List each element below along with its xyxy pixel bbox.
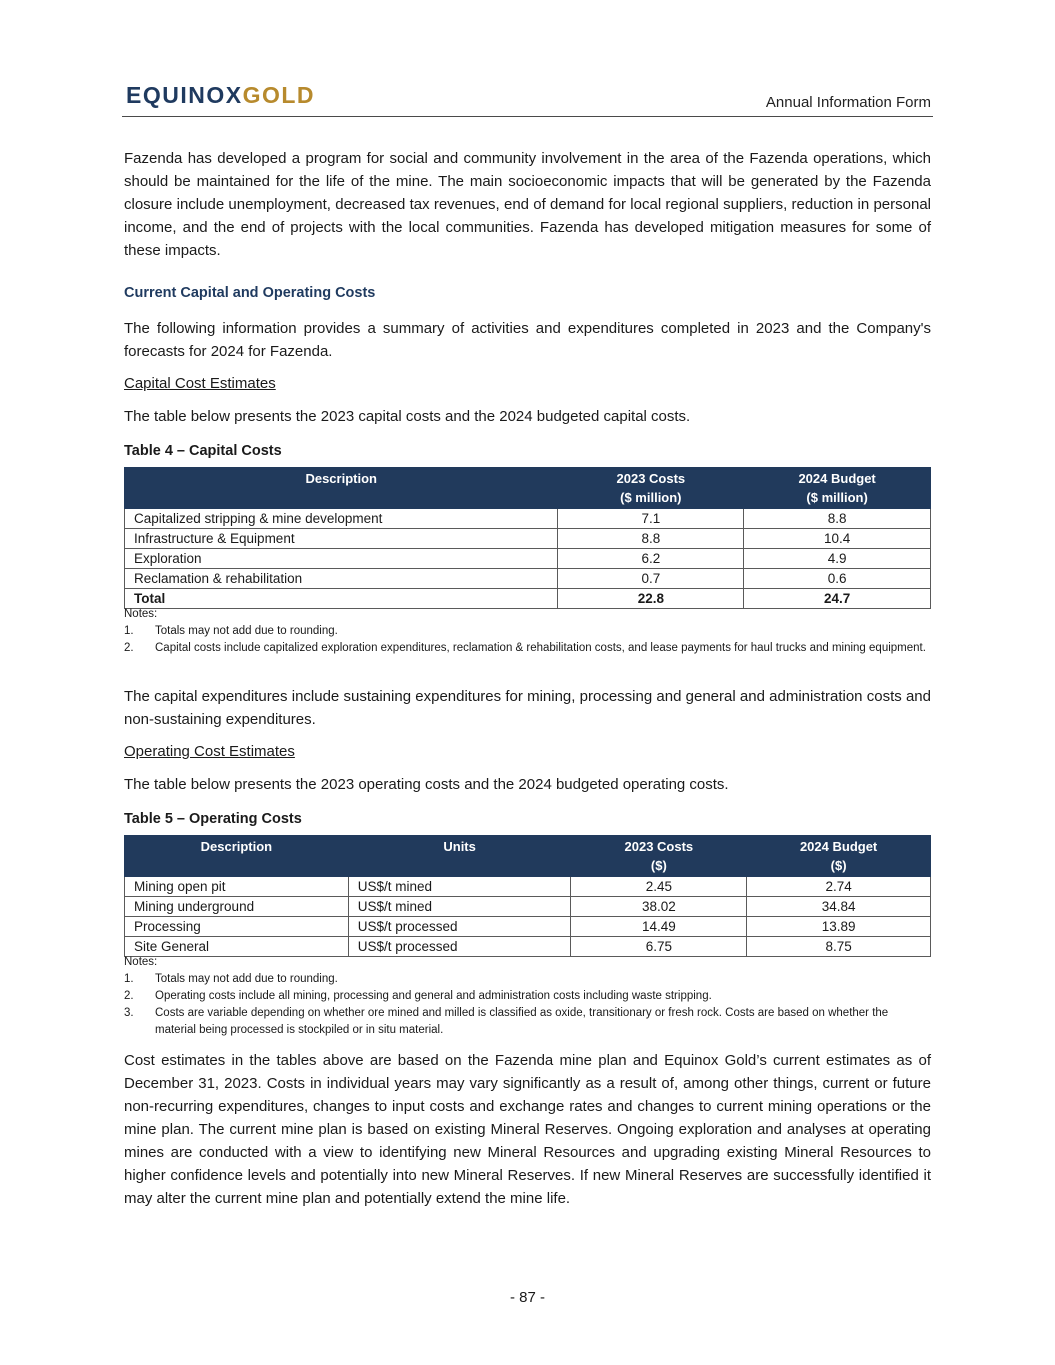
operating-cost-subheading: Operating Cost Estimates <box>124 743 295 760</box>
cell-units: US$/t mined <box>348 897 571 917</box>
table-row <box>125 897 931 917</box>
column-header-2024-budget: 2024 Budget ($) <box>747 836 931 877</box>
note-text: Totals may not add due to rounding. <box>155 973 338 985</box>
cell-description: Exploration <box>125 549 558 569</box>
section-heading: Current Capital and Operating Costs <box>124 285 376 301</box>
note-item <box>124 988 931 1005</box>
summary-paragraph: The following information provides a summary of activities and expenditures completed in 2023 and the Company's forecasts for 2024 for Fazenda. <box>124 320 931 360</box>
operating-table-title: Table 5 – Operating Costs <box>124 811 302 827</box>
note-text: Totals may not add due to rounding. <box>155 625 338 637</box>
note-text: Operating costs include all mining, processing and general and administration costs including waste stripping. <box>155 990 712 1002</box>
table-header-row <box>125 468 931 509</box>
equinox-gold-logo <box>126 82 315 109</box>
note-item <box>124 640 931 657</box>
note-text: Capital costs include capitalized exploration expenditures, reclamation & rehabilitation costs, and lease payments for haul trucks and mining equipment. <box>155 642 926 654</box>
table-header-row <box>125 836 931 877</box>
cell-units: US$/t mined <box>348 877 571 897</box>
cell-2023: 8.8 <box>558 529 744 549</box>
cell-2024: 8.75 <box>747 937 931 957</box>
capital-table-title: Table 4 – Capital Costs <box>124 443 282 459</box>
operating-costs-table <box>124 835 931 957</box>
table-row <box>125 549 931 569</box>
cell-2024: 13.89 <box>747 917 931 937</box>
cell-2024: 10.4 <box>744 529 931 549</box>
logo-text-gold: GOLD <box>242 82 316 108</box>
cell-2023: 14.49 <box>571 917 747 937</box>
column-header-description: Description <box>125 468 558 509</box>
cell-description: Reclamation & rehabilitation <box>125 569 558 589</box>
table-row <box>125 529 931 549</box>
cell-2023: 22.8 <box>558 589 744 609</box>
capital-cost-subheading: Capital Cost Estimates <box>124 375 276 392</box>
column-header-units: Units <box>348 836 571 877</box>
note-number: 1. <box>124 625 134 637</box>
intro-paragraph: Fazenda has developed a program for social and community involvement in the area of the Fazenda operations, which should be maintained for the life of the mine. The main socioeconomic impacts that will be generated by the Fazenda closure include unemployment, decreased tax revenues, end of demand for local regional suppliers, reduction in personal income, and the end of projects with the local communities. Fazenda has developed mitigation measures for some of these impacts. <box>124 150 931 259</box>
cell-2024: 34.84 <box>747 897 931 917</box>
note-item <box>124 623 931 640</box>
cost-estimates-paragraph: Cost estimates in the tables above are based on the Fazenda mine plan and Equinox Gold’s current estimates as of December 31, 2023. Costs in individual years may vary significantly as a result of, among other things, current or future non-recurring expenditures, changes to input costs and exchange rates and changes to current mining operations or the mine plan. The current mine plan is based on existing Mineral Reserves. Ongoing exploration and analyses at operating mines are conducted with a view to identifying new Mineral Resources and upgrading existing Mineral Resources to higher confidence levels and potentially into new Mineral Reserves. If new Mineral Reserves are successfully identified it may alter the current mine plan and potentially extend the mine life. <box>124 1052 931 1207</box>
document-title: Annual Information Form <box>765 94 931 111</box>
cell-2023: 6.75 <box>571 937 747 957</box>
logo-text-equinox: EQUINOX <box>126 82 243 108</box>
cell-description: Total <box>125 589 558 609</box>
cell-description: Site General <box>125 937 349 957</box>
cell-2024: 0.6 <box>744 569 931 589</box>
note-number: 2. <box>124 990 134 1002</box>
cell-2024: 4.9 <box>744 549 931 569</box>
cell-description: Processing <box>125 917 349 937</box>
cell-units: US$/t processed <box>348 917 571 937</box>
cell-description: Infrastructure & Equipment <box>125 529 558 549</box>
cell-2024: 8.8 <box>744 509 931 529</box>
cell-2024: 24.7 <box>744 589 931 609</box>
capital-table-notes <box>124 606 931 657</box>
cell-2023: 38.02 <box>571 897 747 917</box>
note-number: 1. <box>124 973 134 985</box>
column-header-2023-costs: 2023 Costs ($) <box>571 836 747 877</box>
table-row <box>125 509 931 529</box>
note-text: Costs are variable depending on whether ore mined and milled is classified as oxide, transitionary or fresh rock. Costs are based on whether the material being processed is stockpiled or in situ material. <box>155 1007 889 1036</box>
operating-cost-intro: The table below presents the 2023 operating costs and the 2024 budgeted operating costs. <box>124 776 729 793</box>
table-row <box>125 569 931 589</box>
column-header-2023-costs: 2023 Costs ($ million) <box>558 468 744 509</box>
cell-description: Mining underground <box>125 897 349 917</box>
capital-cost-intro: The table below presents the 2023 capital costs and the 2024 budgeted capital costs. <box>124 408 691 425</box>
page-header <box>122 80 933 117</box>
column-header-description: Description <box>125 836 349 877</box>
cell-2023: 7.1 <box>558 509 744 529</box>
capital-expenditures-paragraph: The capital expenditures include sustaining expenditures for mining, processing and general and administration costs and non-sustaining expenditures. <box>124 688 931 728</box>
table-row <box>125 917 931 937</box>
cell-description: Mining open pit <box>125 877 349 897</box>
cell-2023: 2.45 <box>571 877 747 897</box>
notes-label: Notes: <box>124 956 158 968</box>
operating-table-notes <box>124 954 931 1039</box>
notes-label: Notes: <box>124 608 158 620</box>
cell-2023: 6.2 <box>558 549 744 569</box>
note-number: 3. <box>124 1007 134 1019</box>
page-number: - 87 - <box>509 1289 545 1306</box>
note-number: 2. <box>124 642 134 654</box>
cell-units: US$/t processed <box>348 937 571 957</box>
column-header-2024-budget: 2024 Budget ($ million) <box>744 468 931 509</box>
note-item <box>124 971 931 988</box>
cell-2023: 0.7 <box>558 569 744 589</box>
note-item <box>124 1005 931 1039</box>
cell-2024: 2.74 <box>747 877 931 897</box>
capital-costs-table <box>124 467 931 609</box>
cell-description: Capitalized stripping & mine development <box>125 509 558 529</box>
table-row <box>125 877 931 897</box>
